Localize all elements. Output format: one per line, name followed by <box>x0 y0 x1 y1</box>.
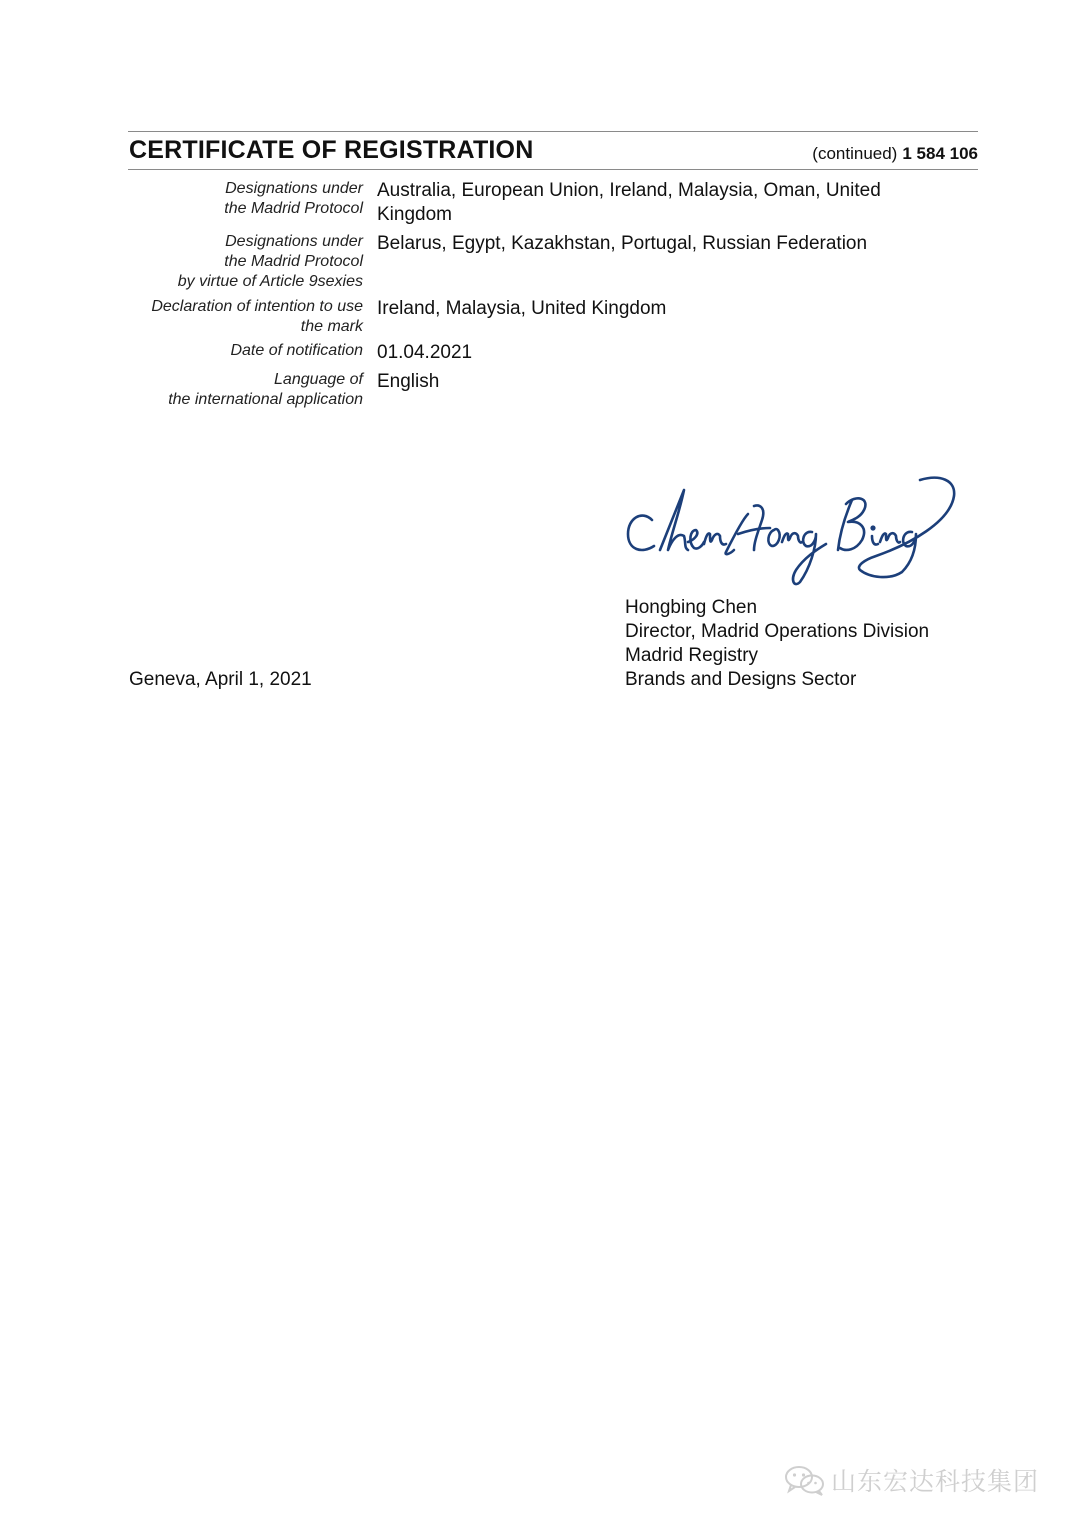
handwritten-signature <box>620 470 965 595</box>
field-value: 01.04.2021 <box>377 342 473 363</box>
field-value: Ireland, Malaysia, United Kingdom <box>377 298 667 319</box>
field-label: Language of the international application <box>168 371 363 408</box>
signatory-department: Madrid Registry <box>625 645 759 666</box>
place-date: Geneva, April 1, 2021 <box>129 669 312 690</box>
watermark-text: 山东宏达科技集团 <box>831 1467 1040 1496</box>
signatory-title: Director, Madrid Operations Division <box>625 621 930 642</box>
header-registration-info <box>812 144 978 164</box>
field-value: English <box>377 371 440 392</box>
header-top-rule <box>128 131 978 132</box>
field-label: Declaration of intention to use the mark <box>151 298 363 335</box>
field-value: Belarus, Egypt, Kazakhstan, Portugal, Russian Federation <box>377 233 868 254</box>
continued-label: (continued) <box>812 144 898 163</box>
signatory-name: Hongbing Chen <box>625 597 758 618</box>
signatory-sector: Brands and Designs Sector <box>625 669 857 690</box>
registration-number: 1 584 106 <box>902 144 978 163</box>
watermark <box>783 1462 1039 1498</box>
certificate-title: CERTIFICATE OF REGISTRATION <box>129 136 534 164</box>
field-value: Australia, European Union, Ireland, Malaysia, Oman, United Kingdom <box>377 180 881 225</box>
field-label: Date of notification <box>230 342 363 359</box>
signatory-block <box>625 596 929 692</box>
header-bottom-rule <box>128 169 978 170</box>
field-label: Designations under the Madrid Protocol <box>224 180 363 217</box>
wechat-icon <box>783 1463 827 1497</box>
field-label: Designations under the Madrid Protocol by virtue of Article 9sexies <box>177 233 363 290</box>
